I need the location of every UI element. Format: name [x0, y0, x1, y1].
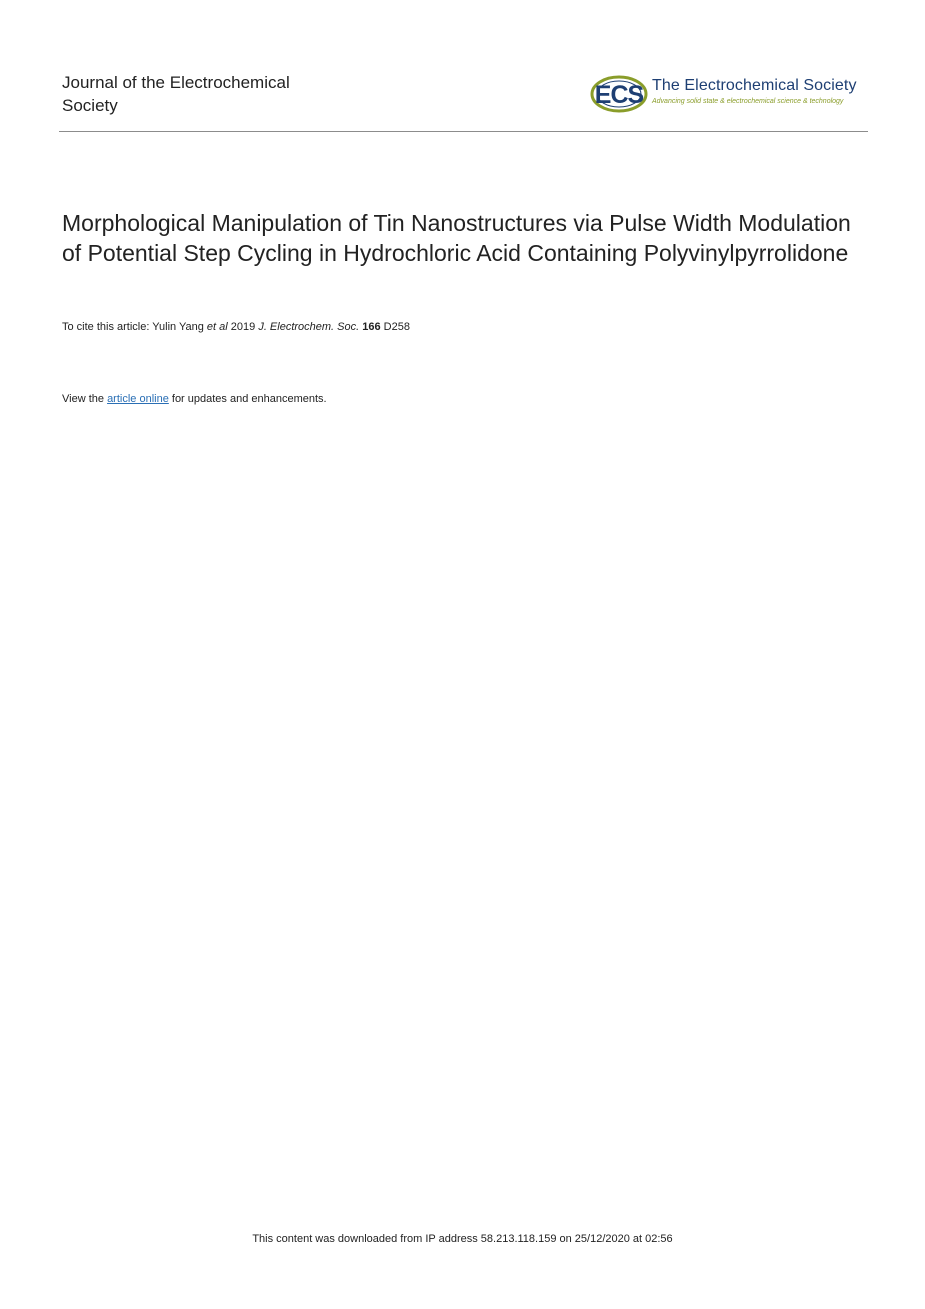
view-online-before: View the	[62, 393, 108, 405]
article-online-link[interactable]: article online	[107, 393, 169, 405]
citation-journal: J. Electrochem. Soc.	[258, 321, 360, 333]
citation-volume: 166	[362, 321, 381, 333]
view-online-line	[62, 392, 842, 406]
citation-prefix: To cite this article: Yulin Yang	[62, 321, 207, 333]
logo-mark-text: ECS	[594, 81, 644, 109]
ecs-logo	[590, 72, 870, 116]
citation-et-al: et al	[206, 321, 228, 333]
ecs-logo-mark-icon	[590, 72, 650, 116]
citation-line	[62, 320, 842, 334]
download-notice: This content was downloaded from IP address 58.213.118.159 on 25/12/2020 at 02:56	[252, 1233, 673, 1245]
article-title: Morphological Manipulation of Tin Nanostructures via Pulse Width Modulation of Potential Step Cycling in Hydrochloric Acid Containing Polyvinylpyrrolidone	[62, 210, 851, 266]
logo-society-name: The Electrochemical Society	[652, 77, 857, 94]
view-online-after: for updates and enhancements.	[168, 393, 327, 405]
journal-name: Journal of the Electrochemical Society	[62, 73, 290, 115]
citation-page: D258	[380, 321, 410, 333]
citation-year: 2019	[227, 321, 259, 333]
logo-tagline: Advancing solid state & electrochemical science & technology	[652, 98, 844, 105]
header-divider	[59, 131, 868, 132]
